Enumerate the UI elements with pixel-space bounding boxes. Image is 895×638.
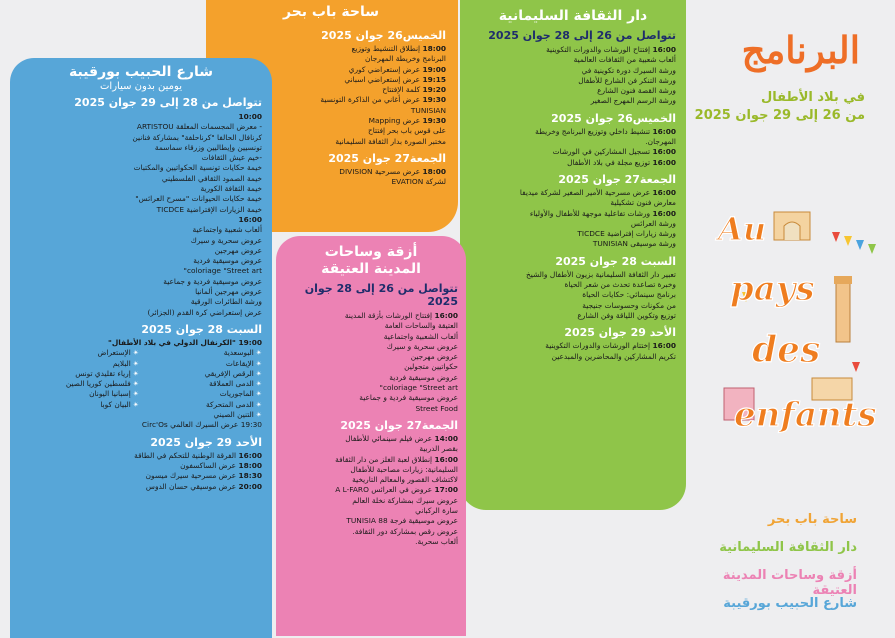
parade-item [20,348,139,358]
schedule-list [470,45,676,107]
logo-word: pays [730,269,815,309]
parade-item-text: الماجوريات [219,389,254,399]
panel-title: دار الثقافة السليمانية [498,8,648,24]
event-text: ألعاب شعبية واجتماعية [192,225,262,235]
panel-subtitle: يومين بدون سيارات [100,81,182,92]
schedule-line [470,127,676,137]
medina-panel [276,236,466,636]
slimania-panel [460,0,686,510]
time-label: 19:30 [422,116,446,126]
day-heading: الأحد 29 جوان 2025 [564,326,676,340]
schedule-list [20,112,262,318]
schedule-line [20,215,262,225]
parade-item [143,389,262,399]
schedule-line [20,225,262,235]
time-label: 16:00 [434,454,458,464]
parade-item-text: البلايم [112,358,131,368]
schedule-line [470,147,676,157]
schedule-line [470,352,676,362]
star-icon: ✴ [255,348,262,358]
event-text: عروض مهرجين [214,245,262,255]
schedule-line [284,404,458,414]
time-label: 18:30 [238,471,262,481]
event-text: عروض موسيقية فرجة TUNISIA 88 [346,516,458,526]
time-label: 18:00 [238,460,262,470]
event-text: عرض إستعراضي اسباني [344,74,421,84]
event-text: إنطلاق التنشيط وتوزيع [351,44,421,53]
event-text: عرض موسيقي حسان الدوس [145,481,237,491]
arch-icon [774,212,810,240]
schedule-line [284,321,458,331]
schedule-line [20,266,262,276]
event-text: عرض Mapping [368,116,421,126]
event-text: إفتتاح الورشات والدورات التكوينية [546,45,651,54]
event-text: عروض موسيقية فردية [389,372,458,382]
legend-item: شارع الحبيب بورقيبة [723,596,857,611]
event-text: تكريم المشاركين والمحاضرين والمبدعين [551,351,676,361]
schedule-line [20,256,262,266]
event-text: عرض إستعراضي كرة القدم (الجزائر) [147,307,262,317]
event-text: عروض مهرجين [410,352,458,362]
parade-item-text: الإيقاعات [225,358,254,368]
event-text: عرض مسرحية الأمير الصغير لشركة ميديفا [519,187,651,197]
event-text: -خيم عيش الثقافات [201,153,262,163]
parade-item [143,410,262,420]
parade-item [20,400,139,410]
time-label: 16:00 [238,214,262,224]
schedule-line [20,308,262,318]
event-text: سارة الركباني [415,506,458,516]
schedule-list [20,451,262,492]
legend-item: دار الثقافة السليمانية [719,540,857,555]
parade-item [143,359,262,369]
legend-item: أزقة وساحات المدينة العتيقة [722,568,857,598]
program-dates: من 26 إلى 29 جوان 2025 [694,108,865,123]
star-icon: ✴ [132,358,139,368]
schedule-list [470,188,676,250]
parade-item-text: التنين الصيني [213,410,254,420]
time-label: 16:00 [434,311,458,320]
schedule-line [470,270,676,280]
schedule-line [20,205,262,215]
schedule-line [20,163,262,173]
event-text: ورشة القصة فنون الشارع [597,86,676,96]
schedule-line [20,482,262,492]
time-label: 10:00 [238,112,262,121]
schedule-list [284,434,458,547]
schedule-line [470,301,676,311]
schedule-line [284,527,458,537]
schedule-line [20,184,262,194]
star-icon: ✴ [255,389,262,399]
day-heading: السبت 28 جوان 2025 [141,322,262,336]
legend-item: ساحة باب بحر [767,512,857,527]
schedule-line [284,434,458,444]
star-icon: ✴ [132,368,139,378]
schedule-line: 19:30 عرض السيرك العالمي Circ'Os [141,420,262,430]
event-text: عروض موسيقية فردية و جماعية [359,393,458,403]
schedule-line [284,383,458,393]
day-heading: الجمعة27 جوان 2025 [328,151,446,165]
schedule-line [470,209,676,219]
event-text: TUNISIAN [410,105,446,115]
time-label: 20:00 [238,481,262,491]
schedule-line [20,451,262,461]
time-label: 16:00 [238,450,262,460]
event-text: خيمة حكايات تونسية الحكواتيين والمكتبات [133,163,262,173]
parade-item [20,369,139,379]
event-text: من مكونات وحسوسات جنيجية [582,300,676,310]
event-text: خيمة الزيارات الإفتراضية TICDCE [156,204,262,214]
schedule-line [20,112,262,122]
event-text: وخبرة تصاعدة تحدث من شعر الحياة [564,280,676,290]
day-heading: الخميس26 جوان 2025 [551,111,676,125]
event-text: تنشيط داخلي وتوزيع البرنامج وخريطة [535,126,651,136]
schedule-line [284,393,458,403]
event-text: الفرقة الوطنية للتحكم في الطاقة [134,450,237,460]
schedule-line [284,537,458,547]
star-icon: ✴ [255,358,262,368]
schedule-line [470,219,676,229]
time-label: 16:00 [652,187,676,197]
time-label: 16:00 [652,45,676,54]
parade-item-text: البوسعدية [223,348,254,358]
panel-title: أزقة وساحات [324,244,418,260]
au-pays-des-enfants-logo [712,192,884,460]
event-text: عروض رقص بمشاركة دور الثقافة. [352,526,458,536]
logo-word: enfants [734,395,877,435]
parade-column [20,348,139,420]
day-heading: الجمعة27 جوان 2025 [558,172,676,186]
schedule-line [470,158,676,168]
schedule-line [20,277,262,287]
parade-item-text: الرقص الإفريقي [204,368,254,378]
event-text: تسجيل المشاركين في الورشات [552,147,651,157]
time-label: 18:00 [422,166,446,176]
event-text: ألعاب الشعبية واجتماعية [383,331,458,341]
event-text: خيمة حكايات الحيوانات "مسرح العرائس" [135,194,262,204]
bourguiba-panel [10,58,272,638]
event-text: حكواتيين متجولين [404,362,458,372]
star-icon: ✴ [132,399,139,409]
event-text: كرنافال الحالفا "كرناحلفة" بمشاركة فنانين [132,132,262,142]
event-text: برنامج سينمائي: حكايات الحياة [582,290,676,300]
event-text: توزيع مجلة في بلاد الأطفال [567,157,651,167]
star-icon: ✴ [255,410,262,420]
day-heading: السبت 28 جوان 2025 [555,254,676,268]
event-text: بقصر الدربية [419,444,458,454]
schedule-line [284,496,458,506]
event-text: coloriage "Street art" [183,266,262,276]
schedule-line [470,229,676,239]
event-text: عروض سحرية و سيرك [190,235,262,245]
star-icon: ✴ [132,389,139,399]
schedule-line [284,455,458,465]
time-label: 19:00 [422,64,446,74]
parade-item [143,348,262,358]
event-text: ورشة الطائرات الورقية [190,297,262,307]
event-text: خيمة الصمود الثقافي الفلسطيني [161,173,262,183]
time-label: 16:00 [652,147,676,157]
time-label: 19:20 [422,85,446,95]
panel-title: المدينة العتيقة [321,261,421,277]
time-label: 16:00 [652,126,676,136]
event-text: كلمة الإفتتاح [382,85,421,95]
schedule-line [284,352,458,362]
date-range: تتواصل من 26 إلى 28 جوان 2025 [304,282,458,308]
schedule-line [20,471,262,481]
schedule-line [20,297,262,307]
parade-item-text: إسبانيا اليونان [89,389,131,399]
time-label: 19:30 [422,95,446,105]
schedule-line [470,66,676,76]
star-icon: ✴ [255,379,262,389]
event-text: coloriage "Street art" [379,383,458,393]
schedule-line [20,287,262,297]
schedule-line [20,236,262,246]
star-icon: ✴ [132,348,139,358]
star-icon: ✴ [255,399,262,409]
schedule-line [284,362,458,372]
time-label: 17:00 [434,485,458,495]
event-text: عرض مسرحية DIVISION [339,166,421,176]
schedule-line [284,465,458,475]
event-text: تعبير دار الثقافة السليمانية بزيون الأطفال والشيخ [526,269,676,279]
schedule-list [284,311,458,414]
schedule-line [284,342,458,352]
event-text: مختبر الصورة بدار الثقافة السليمانية [335,136,446,146]
time-label: 16:00 [652,341,676,351]
event-text: ألعاب شعبية من الثقافات العالمية [573,55,676,65]
schedule-list [470,127,676,168]
schedule-line [20,174,262,184]
schedule-line: 19:00 "الكرنفال الدولي في بلاد الأطفال" [107,337,262,347]
event-text: عروض موسيقية فردية و جماعية [163,276,262,286]
schedule-line [470,45,676,55]
schedule-line [470,188,676,198]
event-text: عرض إستعراضي كوري [348,64,421,74]
panel-title: شارع الحبيب بورقيبة [69,64,213,80]
event-text: عرض مسرحية سيرك ميسون [145,471,237,481]
event-text: على قوس باب بحر إفتتاح [367,126,446,136]
time-label: 16:00 [652,208,676,218]
time-label: 16:00 [652,157,676,167]
event-text: لشركة EVATION [391,177,446,187]
event-text: عروض مهرجين ألمانيا [195,287,262,297]
schedule-line [284,332,458,342]
star-icon: ✴ [132,379,139,389]
program-title: البرنامج [741,28,860,72]
schedule-line [20,153,262,163]
time-label: 19:15 [422,74,446,84]
event-text: إفتتاح الورشات بأزقة المدينة [344,311,433,320]
event-text: Street Food [415,403,458,413]
parade-item [143,369,262,379]
parade-item-text: الدمى العملاقة [209,379,254,389]
schedule-line [470,311,676,321]
schedule-line [470,55,676,65]
parade-item-text: الدمى المتحركة [206,399,254,409]
time-label: 18:00 [422,44,446,53]
schedule-line [284,516,458,526]
schedule-line [284,311,458,321]
parade-item [143,400,262,410]
event-text: عرض أغاني من الذاكرة التونسية [320,95,421,105]
event-text: عرض فيلم سينمائي للأطفال [345,433,433,443]
schedule-line [284,485,458,495]
event-text: ألعاب سحرية. [415,536,458,546]
parade-item [20,359,139,369]
event-text: عروض في العرائس A L-FARO [335,485,433,495]
day-heading: الخميس26 جوان 2025 [321,29,446,42]
parade-item-text: إرياء تقليدي تونس [75,368,131,378]
event-text: إنطلاق لعبة الغلز من دار الثقافة [335,454,433,464]
schedule-list [470,341,676,362]
schedule-line [20,143,262,153]
schedule-line [20,122,262,132]
parade-item-text: فلسطين كوريا الصين [65,379,131,389]
day-heading: الجمعة27 جوان 2025 [340,418,458,432]
parade-item-text: البيان كوبا [100,399,131,409]
schedule-line [470,198,676,208]
event-text: عروض سحرية و سيرك [386,341,458,351]
logo-word: Au [718,210,767,248]
event-text: إختتام الورشات والدورات التكوينية [545,341,651,351]
star-icon: ✴ [255,368,262,378]
time-label: 14:00 [434,433,458,443]
event-text: السليمانية: زيارات مصاحبة للأطفال [350,464,458,474]
schedule-line [470,76,676,86]
parade-column [143,348,262,420]
schedule-line [20,194,262,204]
event-text: خيمة الثقافة الكورية [200,184,262,194]
event-text: ورشة العرائس [630,218,676,228]
event-text: عرض الساكسفون [180,460,237,470]
schedule-line [284,373,458,383]
event-text: ورشة زيارات إفتراضية TICDCE [577,229,676,239]
event-text: عروض سيرك بمشاركة نخلة العالم [352,495,458,505]
date-range: تتواصل من 26 إلى 28 جوان 2025 [488,29,676,42]
event-text: ورشة الرسم المهرج الصغير [590,96,676,106]
program-subtitle: في بلاد الأطفال [760,90,865,105]
panel-title: ساحة باب بحر [283,4,379,20]
event-text: - معرض المجسمات المعلقة ARTISTOU [136,122,262,132]
schedule-line [470,86,676,96]
event-text: تونسيين وإيطاليين وزرقاء سماسمة [154,142,262,152]
event-text: العتيقة والساحات العامة [384,321,458,331]
schedule-line [20,461,262,471]
schedule-line [284,506,458,516]
date-range: تتواصل من 28 إلى 29 جوان 2025 [74,96,262,109]
schedule-line [20,246,262,256]
schedule-line [470,280,676,290]
schedule-line [284,444,458,454]
day-heading: الأحد 29 جوان 2025 [150,435,262,449]
parade-columns [20,348,262,420]
event-text: ورشات تفاعلية موجهة للأطفال والأولياء [529,208,651,218]
parade-item [20,389,139,399]
schedule-line [470,137,676,147]
parade-item [20,379,139,389]
logo-word: des [752,329,821,371]
parade-item-text: الإستعراض [97,348,131,358]
schedule-line [20,133,262,143]
event-text: المهرجان. [645,137,676,147]
minaret-icon [834,276,852,342]
schedule-line [470,341,676,351]
event-text: ورشة التنكر فن الشارع للأطفال [578,75,676,85]
schedule-line [284,475,458,485]
event-text: البرنامج وخريطة المهرجان [365,54,446,64]
event-text: معارض فنون تشكيلية [610,198,676,208]
event-text: ورشة موسيقى TUNISIAN [592,239,676,249]
event-text: لاكتشاف القصور والمعالم التاريخية [352,475,458,485]
event-text: توزيع وتكوين اللياقة وفن الشارع [577,310,676,320]
schedule-line [470,290,676,300]
event-text: عروض موسيقية فردية [193,256,262,266]
event-text: ورشة السيرك دورة تكوينية في [581,65,676,75]
parade-item [143,379,262,389]
schedule-line [470,239,676,249]
schedule-line [470,96,676,106]
schedule-list [470,270,676,321]
schedule-line [216,44,446,54]
